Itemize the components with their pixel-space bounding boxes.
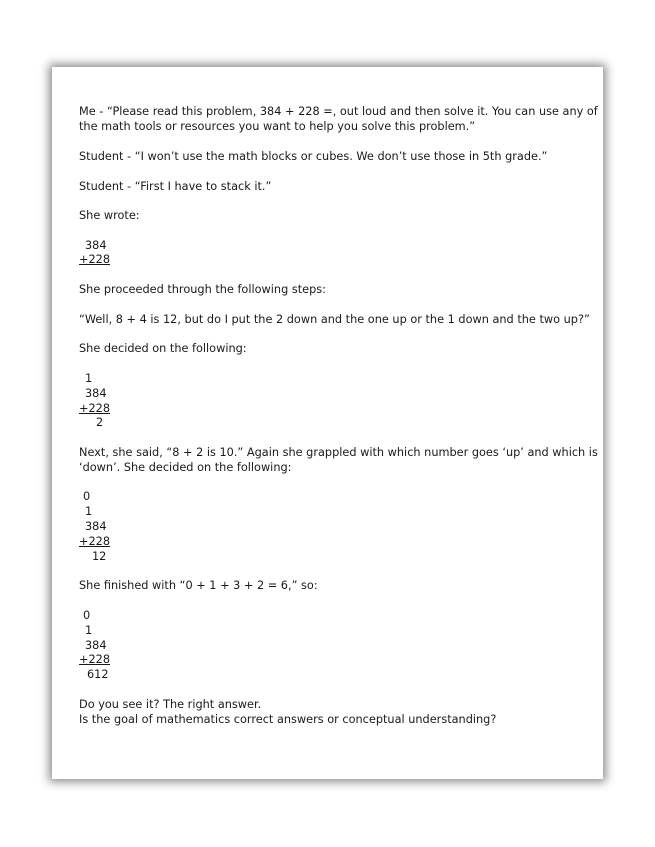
paragraph-prompt-line-2: the math tools or resources you want to help you solve this problem.”	[79, 120, 476, 133]
work3-top-number: 384	[85, 520, 107, 533]
paragraph-student-blocks: Student - “I won’t use the math blocks or cubes. We don’t use those in 5th grade.”	[79, 150, 548, 163]
paragraph-steps: She proceeded through the following steps:	[79, 283, 326, 296]
paragraph-next-line-2: ‘down’. She decided on the following:	[79, 461, 292, 474]
work2-addend: +228	[79, 402, 111, 415]
work2-result: 2	[96, 416, 104, 429]
work4-carry-top: 0	[83, 609, 91, 622]
paragraph-goal-question: Is the goal of mathematics correct answers or conceptual understanding?	[79, 713, 497, 726]
paragraph-student-stack: Student - “First I have to stack it.”	[79, 180, 272, 193]
work3-carry-top: 0	[83, 490, 91, 503]
work4-top-number: 384	[85, 639, 107, 652]
work3-carry: 1	[85, 505, 93, 518]
paragraph-prompt-line-1: Me - “Please read this problem, 384 + 228 =, out loud and then solve it. You can use any of	[79, 105, 598, 118]
paragraph-next-line-1: Next, she said, “8 + 2 is 10.” Again she grappled with which number goes ‘up’ and which is	[79, 446, 598, 459]
paragraph-see-it: Do you see it? The right answer.	[79, 698, 262, 711]
work4-result: 612	[87, 668, 109, 681]
work3-addend: +228	[79, 535, 111, 548]
work1-addend: +228	[79, 253, 111, 266]
document-page	[52, 67, 603, 779]
work4-addend: +228	[79, 653, 111, 666]
work3-result: 12	[92, 550, 107, 563]
paragraph-she-wrote: She wrote:	[79, 209, 140, 222]
work2-carry: 1	[85, 372, 93, 385]
paragraph-well-quote: “Well, 8 + 4 is 12, but do I put the 2 down and the one up or the 1 down and the two up?”	[79, 313, 590, 326]
work1-top-number: 384	[85, 239, 107, 252]
paragraph-decided-1: She decided on the following:	[79, 342, 247, 355]
paragraph-finished: She finished with “0 + 1 + 3 + 2 = 6,” so:	[79, 579, 318, 592]
work2-top-number: 384	[85, 387, 107, 400]
work4-carry: 1	[85, 624, 93, 637]
